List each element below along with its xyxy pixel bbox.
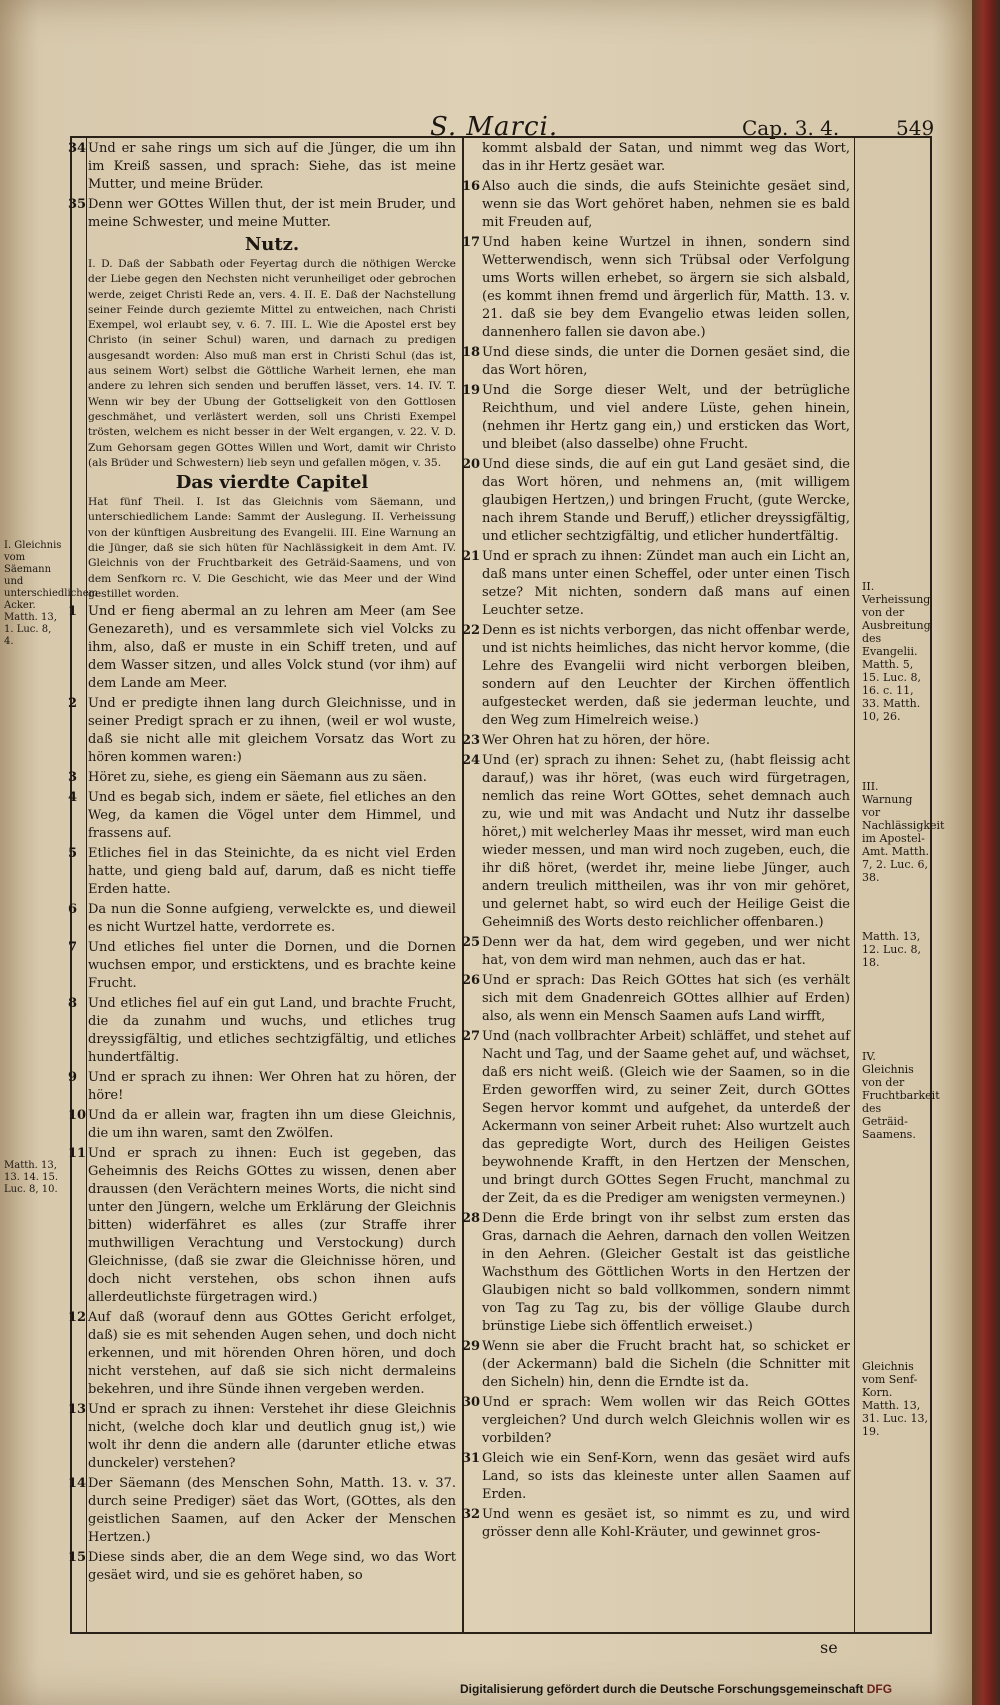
verse-text: Und haben keine Wurtzel in ihnen, sondern sind Wetterwendisch, wenn sich Trübsal oder Verfolgung ums Worts willen erhebet, so ärgern sie sich alsbald, (es kommt ihnen fremd und ärgerlich für, Matth. 13. v. 21. daß sie bey dem Evangelio etwas leiden sollen, dannenhero fallen sie davon abe.): [482, 235, 850, 340]
verse-text: Und diese sinds, die unter die Dornen gesäet sind, die das Wort hören,: [482, 345, 850, 378]
verse-text: Auf daß (worauf denn aus GOttes Gericht erfolget, daß) sie es mit sehenden Augen sehen, und doch nicht erkennen, und mit hörenden Ohren hören, und doch nicht verstehen, auf daß sie sich nicht dermaleins bekehren, und ihre Sünde ihnen vergeben werden.: [88, 1310, 456, 1398]
verse-text: Denn die Erde bringt von ihr selbst zum ersten das Gras, darnach die Aehren, darnach den vollen Weitzen in den Aehren. (Gleicher Gestalt ist das geistliche Wachsthum des Göttlichen Worts in den Hertzen der Glaubigen nicht so bald vollkommen, sondern nimmt von Tag zu Tag zu, bis der völlige Glaube durch brünstige Liebe sich öffentlich erweiset.): [482, 1211, 850, 1334]
verse-text: Wenn sie aber die Frucht bracht hat, so schicket er (der Ackermann) bald die Sicheln (die Schnitter mit den Sicheln) hin, denn die Erndte ist da.: [482, 1339, 850, 1390]
verse: [482, 140, 850, 176]
verse-number: 27: [462, 1029, 481, 1044]
verse-text: Und er sprach: Wem wollen wir das Reich GOttes vergleichen? Und durch welch Gleichnis wollen wir es vorbilden?: [482, 1395, 850, 1446]
verse-text: Und (er) sprach zu ihnen: Sehet zu, (habt fleissig acht darauf,) was ihr höret, (was euch wird fürgetragen, nemlich das reine Wort GOttes, sehet demnach auch zu, wie und mit was Andacht und Nutz ihr dasselbe höret,) mit welcherley Maas ihr messet, wird man euch wieder messen, und man wird noch zugeben, euch, die ihr diß höret, (werdet ihr, meine liebe Jünger, auch andern treulich mittheilen, was ihr von mir gehöret, und gelernet habt, so wird euch der Heilige Geist die Geheimniß des Worts desto reichlicher offenbaren.): [482, 753, 850, 930]
verse: [68, 1549, 456, 1585]
verse: [462, 752, 850, 932]
verse-number: 32: [462, 1507, 481, 1522]
verse-number: 9: [68, 1070, 78, 1086]
verse: [462, 972, 850, 1026]
verse-text: Und da er allein war, fragten ihn um diese Gleichnis, die um ihn waren, samt den Zwölfen.: [88, 1108, 456, 1142]
verse: [462, 1210, 850, 1336]
verse: [68, 789, 456, 843]
verse-number: 5: [68, 846, 78, 862]
verse-number: 23: [462, 733, 481, 748]
verse-text: Und die Sorge dieser Welt, und der betrügliche Reichthum, und viel andere Lüste, gehen hinein, (nehmen ihr Hertz gang ein,) und ersticken das Wort, und bleibet (also dasselbe) ohne Frucht.: [482, 383, 850, 452]
verse-text: Und es begab sich, indem er säete, fiel etliches an den Weg, da kamen die Vögel unter dem Himmel, und frassens auf.: [88, 790, 456, 842]
verse-text: Und er sprach zu ihnen: Zündet man auch ein Licht an, daß mans unter einen Scheffel, oder unter einen Tisch setze? Mit nichten, sondern daß mans auf einen Leuchter setze.: [482, 549, 850, 618]
verse: [68, 695, 456, 767]
verse-text: Denn es ist nichts verborgen, das nicht offenbar werde, und ist nichts heimliches, das nicht hervor komme, (die Lehre des Evangelii wird nicht verborgen bleiben, sondern auf den Leuchter der Kirchen öffentlich aufgestecket werden, daß sie jederman leuchte, und den Weg zum Himelreich weise.): [482, 623, 850, 728]
verse-text: Denn wer GOttes Willen thut, der ist mein Bruder, und meine Schwester, und meine Mutter.: [88, 197, 456, 230]
verse-number: 26: [462, 973, 481, 988]
verse-number: 11: [68, 1146, 87, 1162]
verse: [68, 140, 456, 194]
verse-number: 1: [68, 604, 78, 620]
page-number: 549: [896, 116, 935, 140]
verse-text: Und etliches fiel unter die Dornen, und die Dornen wuchsen empor, und ersticktens, und es brachte keine Frucht.: [88, 940, 456, 992]
verse-number: 7: [68, 940, 78, 956]
verse-number: 15: [68, 1550, 87, 1566]
book-edge: [972, 0, 1000, 1705]
verse: [462, 234, 850, 342]
right-text-column: [462, 140, 850, 1544]
verse-number: 12: [68, 1310, 87, 1326]
margin-rule-right: [854, 138, 855, 1632]
verse-text: I. D. Daß der Sabbath oder Feyertag durch die nöthigen Wercke der Liebe gegen den Nechsten nicht verunheiliget oder gebrochen werde, zeiget Christi Rede an, vers. 4. II. E. Daß der Nachstellung seiner Feinde durch geziemte Mittel zu entweichen, nach Christi Exempel, wol erlaubt sey, v. 6. 7. III. L. Wie die Apostel erst bey Christo (in seiner Schul) waren, und darnach zu predigen ausgesandt worden: Also muß man erst in Christi Schul (das ist, aus seinem Wort) selbst die Göttliche Warheit lernen, ehe man andere zu lehren sich senden und beruffen lässet, vers. 14. IV. T. Wenn wir bey der Ubung der Gottseligkeit von den Gottlosen geschmähet, und verlästert werden, soll uns Christi Exempel trösten, welchem es nicht besser in der Welt ergangen, v. 22. V. D. Zum Gehorsam gegen GOttes Willen und Wort, damit wir Christo (als Brüder und Schwestern) lieb seyn und gefallen mögen, v. 35.: [88, 257, 456, 469]
verse-text: Höret zu, siehe, es gieng ein Säemann aus zu säen.: [88, 770, 427, 786]
verse-number: 34: [68, 141, 87, 156]
running-title: S. Marci.: [430, 112, 559, 142]
verse-text: Diese sinds aber, die an dem Wege sind, wo das Wort gesäet wird, und sie es gehöret haben, so: [88, 1550, 456, 1584]
section-heading: Nutz.: [244, 234, 300, 255]
verse-number: 10: [68, 1108, 87, 1124]
verse: [68, 1475, 456, 1547]
verse-text: Der Säemann (des Menschen Sohn, Matth. 13. v. 37. durch seine Prediger) säet das Wort, (GOttes, als den geistlichen Saamen, auf den Acker der Menschen Hertzen.): [88, 1476, 456, 1546]
verse: [462, 1450, 850, 1504]
verse-text: Denn wer da hat, dem wird gegeben, und wer nicht hat, von dem wird man nehmen, auch das er hat.: [482, 935, 850, 968]
verse-text: kommt alsbald der Satan, und nimmt weg das Wort, das in ihr Hertz gesäet war.: [482, 141, 850, 174]
margin-note: II. Verheissung von der Ausbreitung des Evangelii. Matth. 5, 15. Luc. 8, 16. c. 11, 33. Matth. 10, 26.: [862, 580, 931, 723]
verse-text: Also auch die sinds, die aufs Steinichte gesäet sind, wenn sie das Wort gehöret haben, nehmen sie es bald mit Freuden auf,: [482, 179, 850, 230]
verse-text: Und (nach vollbrachter Arbeit) schläffet, und stehet auf Nacht und Tag, und der Saame gehet auf, und wächset, daß ers nicht weiß. (Gleich wie der Saamen, so in die Erden geworffen wird, zu seiner Zeit, durch GOttes Segen hervor kommt und aufgehet, da unterdeß der Ackermann von seiner Arbeit ruhet: Also wurtzelt auch das gepredigte Wort, durch des Heiligen Geistes beywohnende Krafft, in den Hertzen der Menschen, und bringt durch GOttes Segen Frucht, manchmal zu der Zeit, da es die Prediger am wenigsten vermeynen.): [482, 1029, 850, 1206]
verse-text: Und diese sinds, die auf ein gut Land gesäet sind, die das Wort hören, und nehmens an, (mit willigem glaubigen Hertzen,) und bringen Frucht, (gute Wercke, nach ihrem Stande und Beruff,) etlicher dreyssigfältig, und etlicher sechtzigfältig, und etlicher hundertfältig.: [482, 457, 850, 544]
verse-number: 35: [68, 197, 87, 212]
verse-text: Und er sprach zu ihnen: Wer Ohren hat zu hören, der höre!: [88, 1070, 456, 1104]
verse-number: 13: [68, 1402, 87, 1418]
footer: [460, 1682, 892, 1696]
verse-number: 29: [462, 1339, 481, 1354]
verse-number: 21: [462, 549, 481, 564]
verse-text: Da nun die Sonne aufgieng, verwelckte es, und dieweil es nicht Wurtzel hatte, verdorrete es.: [88, 902, 456, 936]
verse: [68, 939, 456, 993]
verse: [68, 1309, 456, 1399]
verse-number: 16: [462, 179, 481, 194]
verse-text: Und wenn es gesäet ist, so nimmt es zu, und wird grösser denn alle Kohl-Kräuter, und gewinnet gros-: [482, 1507, 850, 1540]
verse-text: Und er sahe rings um sich auf die Jünger, die um ihn im Kreiß sassen, und sprach: Siehe, das ist meine Mutter, und meine Brüder.: [88, 141, 456, 192]
verse: [462, 622, 850, 730]
verse-text: Und er sprach: Das Reich GOttes hat sich (es verhält sich mit dem Gnadenreich GOttes allhier auf Erden) also, als wenn ein Mensch Saamen aufs Land wirfft,: [482, 973, 850, 1024]
verse-number: 8: [68, 996, 78, 1012]
verse: [462, 178, 850, 232]
verse: [68, 1069, 456, 1105]
verse: [68, 845, 456, 899]
verse-number: 25: [462, 935, 481, 950]
verse: [462, 1394, 850, 1448]
verse-text: Und er sprach zu ihnen: Euch ist gegeben, das Geheimnis des Reichs GOttes zu wissen, denen aber draussen (den Verächtern meines Worts, die nicht sind unter den Jüngern, welche um Erklärung der Gleichnis bitten) widerfähret es alles (zur Straffe ihrer muthwilligen Verachtung und Verstockung) durch Gleichnisse, (daß sie zwar die Gleichnisse hören, und doch nicht verstehen, obs schon ihnen aufs allerdeutlichste fürgetragen wird.): [88, 1146, 456, 1306]
verse: [68, 995, 456, 1067]
verse-text: Und er sprach zu ihnen: Verstehet ihr diese Gleichnis nicht, (welche doch klar und deutlich gnug ist,) wie wolt ihr denn die andern alle (darunter etliche etwas dunckeler) verstehen?: [88, 1402, 456, 1472]
margin-note: I. Gleichnis vom Säemann und unterschiedlichem Acker. Matth. 13, 1. Luc. 8, 4.: [4, 540, 99, 647]
verse: [88, 256, 456, 470]
verse-text: Wer Ohren hat zu hören, der höre.: [482, 733, 710, 748]
verse-number: 30: [462, 1395, 481, 1410]
verse-number: 22: [462, 623, 481, 638]
verse: [462, 1506, 850, 1542]
catchword: se: [820, 1638, 838, 1657]
verse-number: 14: [68, 1476, 87, 1492]
verse-number: 18: [462, 345, 481, 360]
verse: [462, 1338, 850, 1392]
verse-text: Gleich wie ein Senf-Korn, wenn das gesäet wird aufs Land, so ists das kleineste unter allen Saamen auf Erden.: [482, 1451, 850, 1502]
margin-note: III. Warnung vor Nachlässigkeit im Apostel-Amt. Matth. 7, 2. Luc. 6, 38.: [862, 780, 945, 884]
verse: [68, 1145, 456, 1307]
verse: [68, 901, 456, 937]
verse-number: 2: [68, 696, 78, 712]
verse: [462, 548, 850, 620]
verse: [68, 603, 456, 693]
verse-number: 19: [462, 383, 481, 398]
verse: [462, 456, 850, 546]
verse-text: Hat fünf Theil. I. Ist das Gleichnis vom Säemann, und unterschiedlichem Lande: Sammt der Auslegung. II. Verheissung von der künftigen Ausbreitung des Evangelii. III. Eine Warnung an die Jünger, daß sie sich hüten für Nachlässigkeit in dem Amt. IV. Gleichnis von der Fruchtbarkeit des Geträid-Saamens, und von dem Senfkorn rc. V. Die Geschicht, wie das Meer und der Wind gestillet worden.: [88, 495, 456, 600]
verse-number: 24: [462, 753, 481, 768]
verse: [462, 732, 850, 750]
verse-text: Und etliches fiel auf ein gut Land, und brachte Frucht, die da zunahm und wuchs, und etliches trug dreyssigfältig, und etliches sechtzigfältig, und etliches hundertfältig.: [88, 996, 456, 1066]
verse: [88, 494, 456, 601]
verse-text: Und er fieng abermal an zu lehren am Meer (am See Genezareth), und es versammlete sich viel Volcks zu ihm, also, daß er muste in ein Schiff treten, und auf dem Wasser sitzen, und alles Volck stund (vor ihm) auf dem Lande am Meer.: [88, 604, 456, 692]
margin-note: Matth. 13, 12. Luc. 8, 18.: [862, 930, 922, 969]
verse-number: 4: [68, 790, 78, 806]
verse: [68, 769, 456, 787]
margin-rule-left: [86, 138, 87, 1632]
margin-note: Matth. 13, 13. 14. 15. Luc. 8, 10.: [4, 1160, 59, 1195]
verse: [462, 934, 850, 970]
verse-text: Etliches fiel in das Steinichte, da es nicht viel Erden hatte, und gieng bald auf, darum, daß es nicht tieffe Erden hatte.: [88, 846, 456, 898]
verse: [462, 344, 850, 380]
verse-number: 17: [462, 235, 481, 250]
verse: [462, 1028, 850, 1208]
verse-text: Und er predigte ihnen lang durch Gleichnisse, und in seiner Predigt sprach er zu ihnen, (weil er wol wuste, daß sie nicht alle mit gleichem Vorsatz das Wort zu hören kommen waren:): [88, 696, 456, 766]
verse: [462, 382, 850, 454]
verse-number: 3: [68, 770, 78, 786]
verse-number: 31: [462, 1451, 481, 1466]
verse-number: 20: [462, 457, 481, 472]
verse-number: 6: [68, 902, 78, 918]
section-heading: Das vierdte Capitel: [175, 472, 369, 494]
margin-note: Gleichnis vom Senf-Korn. Matth. 13, 31. Luc. 13, 19.: [862, 1360, 929, 1438]
verse-number: 28: [462, 1211, 481, 1226]
footer-text: Digitalisierung gefördert durch die Deutsche Forschungsgemeinschaft: [460, 1682, 864, 1696]
dfg-logo: DFG: [866, 1682, 893, 1696]
verse: [68, 1401, 456, 1473]
chapter-reference: Cap. 3. 4.: [742, 116, 840, 140]
margin-note: IV. Gleichnis von der Fruchtbarkeit des Geträid-Saamens.: [862, 1050, 940, 1141]
verse: [68, 196, 456, 232]
verse: [68, 1107, 456, 1143]
left-text-column: [68, 140, 456, 1587]
